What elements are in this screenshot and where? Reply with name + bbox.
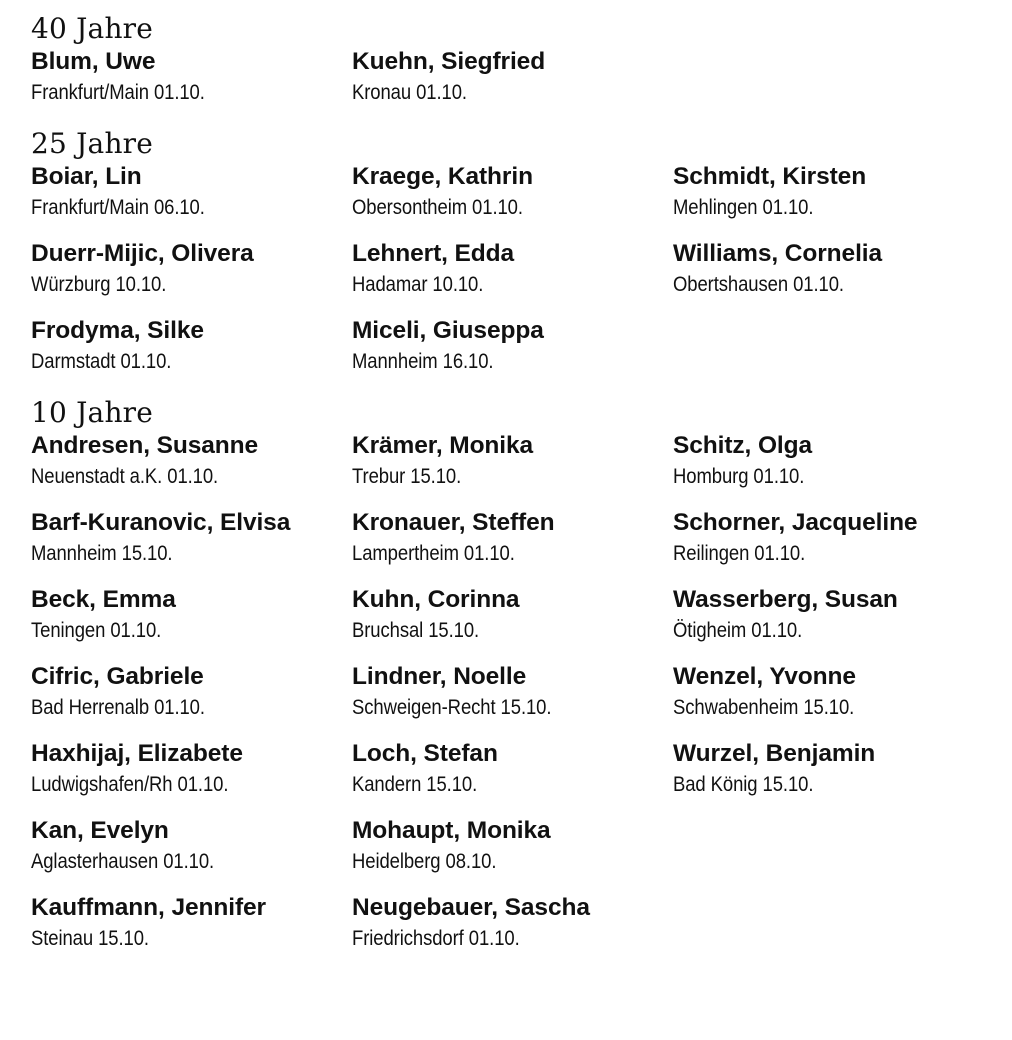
entry (352, 584, 673, 646)
entry-name: Krämer, Monika (352, 432, 534, 459)
entry (31, 584, 352, 646)
entry-name: Lindner, Noelle (352, 663, 527, 690)
section-title: 40 Jahre (31, 12, 154, 45)
entry-name: Wenzel, Yvonne (673, 663, 856, 690)
entry-place-date: Obersontheim 01.10. (352, 196, 523, 219)
entry-name: Schitz, Olga (673, 432, 813, 459)
entry (673, 738, 991, 800)
entry (352, 238, 673, 300)
entry (352, 738, 673, 800)
entry-place-date: Heidelberg 08.10. (352, 850, 497, 873)
entry-place-date: Mannheim 16.10. (352, 350, 494, 373)
entry-place-date: Ötigheim 01.10. (673, 619, 803, 642)
entry (352, 507, 673, 569)
entry-name: Lehnert, Edda (352, 240, 515, 267)
entry-place-date: Lampertheim 01.10. (352, 542, 515, 565)
entry-place-date: Bad König 15.10. (673, 773, 814, 796)
entry (673, 507, 991, 569)
entry-name: Neugebauer, Sascha (352, 894, 590, 921)
entry-place-date: Neuenstadt a.K. 01.10. (31, 465, 219, 488)
entry-name: Williams, Cornelia (673, 240, 883, 267)
entry-name: Schmidt, Kirsten (673, 163, 867, 190)
entry-name: Kauffmann, Jennifer (31, 894, 266, 921)
entry-name: Wasserberg, Susan (673, 586, 898, 613)
entry (673, 161, 991, 223)
entry-place-date: Mannheim 15.10. (31, 542, 173, 565)
entry-place-date: Reilingen 01.10. (673, 542, 806, 565)
section-title: 25 Jahre (31, 127, 154, 160)
section-40-jahre (31, 12, 991, 108)
entry-place-date: Obertshausen 01.10. (673, 273, 844, 296)
section-title: 10 Jahre (31, 396, 154, 429)
entry (31, 507, 352, 569)
entry (352, 815, 673, 877)
entry (673, 238, 991, 300)
entry-grid (31, 430, 991, 954)
entry-place-date: Schweigen-Recht 15.10. (352, 696, 552, 719)
entry-place-date: Friedrichsdorf 01.10. (352, 927, 520, 950)
entry (31, 738, 352, 800)
entry (673, 430, 991, 492)
entry-name: Barf-Kuranovic, Elvisa (31, 509, 291, 536)
entry-name: Kronauer, Steffen (352, 509, 555, 536)
section-25-jahre (31, 127, 991, 377)
anniversary-list (31, 12, 991, 954)
entry (673, 584, 991, 646)
entry-name: Mohaupt, Monika (352, 817, 551, 844)
entry-name: Frodyma, Silke (31, 317, 204, 344)
entry (31, 46, 352, 108)
entry-place-date: Bruchsal 15.10. (352, 619, 480, 642)
entry (31, 315, 352, 377)
entry-place-date: Teningen 01.10. (31, 619, 162, 642)
entry-name: Wurzel, Benjamin (673, 740, 876, 767)
entry-name: Blum, Uwe (31, 48, 156, 75)
entry-name: Haxhijaj, Elizabete (31, 740, 243, 767)
entry (352, 46, 673, 108)
entry-grid (31, 46, 991, 108)
entry-place-date: Kronau 01.10. (352, 81, 467, 104)
entry-place-date: Darmstadt 01.10. (31, 350, 172, 373)
entry (352, 661, 673, 723)
entry-place-date: Steinau 15.10. (31, 927, 149, 950)
entry-place-date: Würzburg 10.10. (31, 273, 167, 296)
entry-grid (31, 161, 991, 377)
entry-place-date: Mehlingen 01.10. (673, 196, 814, 219)
entry-name: Boiar, Lin (31, 163, 142, 190)
entry-name: Duerr-Mijic, Olivera (31, 240, 254, 267)
entry-place-date: Frankfurt/Main 06.10. (31, 196, 205, 219)
entry-place-date: Aglasterhausen 01.10. (31, 850, 215, 873)
entry-name: Andresen, Susanne (31, 432, 259, 459)
entry (31, 161, 352, 223)
entry-place-date: Kandern 15.10. (352, 773, 478, 796)
entry (31, 661, 352, 723)
entry (31, 892, 352, 954)
section-10-jahre (31, 396, 991, 954)
entry-place-date: Schwabenheim 15.10. (673, 696, 855, 719)
empty-entry (673, 815, 991, 877)
entry-name: Miceli, Giuseppa (352, 317, 544, 344)
entry-place-date: Ludwigshafen/Rh 01.10. (31, 773, 229, 796)
entry (352, 161, 673, 223)
entry-place-date (673, 846, 953, 877)
entry-place-date: Hadamar 10.10. (352, 273, 484, 296)
entry (352, 430, 673, 492)
entry-name: Kan, Evelyn (31, 817, 169, 844)
entry (352, 315, 673, 377)
entry (31, 815, 352, 877)
entry-name: Kraege, Kathrin (352, 163, 533, 190)
entry-name: Beck, Emma (31, 586, 176, 613)
entry-name (673, 815, 991, 846)
entry-name: Schorner, Jacqueline (673, 509, 918, 536)
entry-place-date: Bad Herrenalb 01.10. (31, 696, 205, 719)
entry-place-date: Frankfurt/Main 01.10. (31, 81, 205, 104)
entry (673, 661, 991, 723)
entry-place-date: Homburg 01.10. (673, 465, 805, 488)
entry (352, 892, 673, 954)
entry-name: Loch, Stefan (352, 740, 498, 767)
entry-name: Kuhn, Corinna (352, 586, 520, 613)
entry-name: Cifric, Gabriele (31, 663, 204, 690)
entry-name: Kuehn, Siegfried (352, 48, 546, 75)
entry (31, 430, 352, 492)
entry-place-date: Trebur 15.10. (352, 465, 462, 488)
entry (31, 238, 352, 300)
